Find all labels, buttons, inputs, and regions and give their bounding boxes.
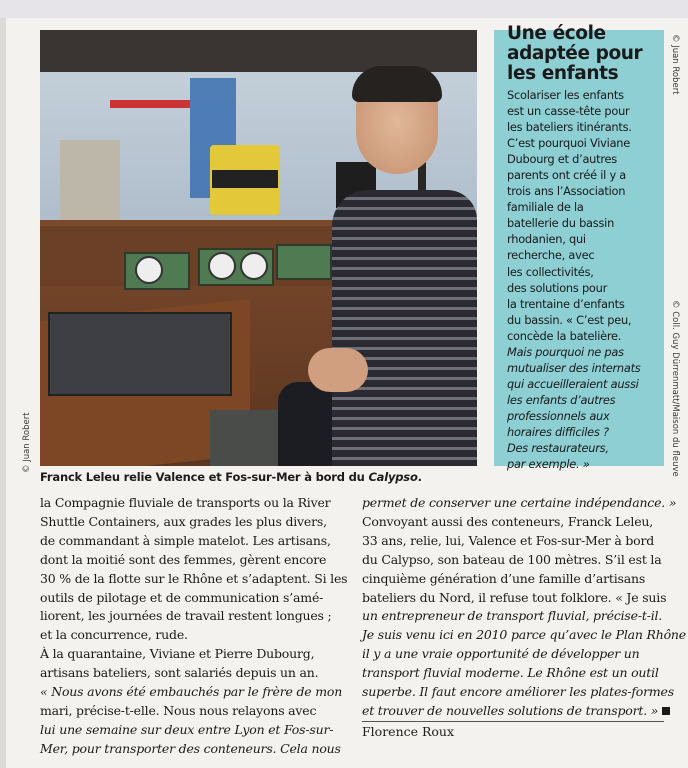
photo-caption <box>40 470 477 484</box>
text-line: 33 ans, relie, lui, Valence et Fos-sur-Mer à bord <box>362 532 655 548</box>
sidebar-title-line: adaptée pour <box>507 43 643 64</box>
photo-person-sweater <box>332 190 477 466</box>
text-line: Je suis venu ici en 2010 parce qu’avec le Plan Rhône <box>362 627 686 643</box>
photo-person-hands <box>308 348 368 392</box>
text-line: la trentaine d’enfants <box>507 296 625 311</box>
photo-crane-arm <box>110 100 190 108</box>
text-line: Des restaurateurs, <box>507 441 609 456</box>
text-line: les collectivités, <box>507 264 594 279</box>
text-line: dont la moitié sont des femmes, gèrent encore <box>40 551 327 567</box>
text-line: lui une semaine sur deux entre Lyon et Fos-sur- <box>40 721 334 737</box>
text-line: et trouver de nouvelles solutions de transport. » <box>362 702 666 721</box>
text-line: la Compagnie fluviale de transports ou la River <box>40 495 331 510</box>
scan-top-edge <box>0 0 688 18</box>
scan-left-edge <box>0 18 6 768</box>
text-line: professionnels aux <box>507 408 610 423</box>
text-line: cinquième génération d’une famille d’artisans <box>362 570 646 586</box>
text-line: Convoyant aussi des conteneurs, Franck Leleu, <box>362 513 654 529</box>
text-line: recherche, avec <box>507 248 595 263</box>
sidebar-title <box>507 24 672 84</box>
text-line: Mer, pour transporter des conteneurs. Cela nous <box>40 740 341 756</box>
caption-boat-name: Calypso <box>368 470 418 484</box>
article-column-right <box>362 494 686 721</box>
photo-building <box>60 140 120 230</box>
photo-gauge <box>135 256 163 284</box>
text-line: il y a une vraie opportunité de développer un <box>362 646 640 662</box>
text-line: et la concurrence, rude. <box>40 627 188 643</box>
photo-gauge <box>240 252 268 280</box>
text-line: Scolariser les enfants <box>507 88 624 102</box>
photo-gauge-panel <box>276 244 332 280</box>
text-line: du Calypso, son bateau de 100 mètres. S’il est la <box>362 551 662 567</box>
text-line: les bateliers itinérants. <box>507 120 632 135</box>
sidebar-credit-bottom: © Coll. Guy Dürrenmatt/Maison du fleuve <box>670 300 680 477</box>
text-line: par exemple. » <box>507 457 590 472</box>
photo-gauge <box>208 252 236 280</box>
text-line: C’est pourquoi Viviane <box>507 136 631 151</box>
text-line: Shuttle Containers, aux grades les plus divers, <box>40 513 327 529</box>
text-line: trois ans l’Association <box>507 184 626 199</box>
caption-text: Franck Leleu relie Valence et Fos-sur-Mer à bord du <box>40 470 369 484</box>
text-line: concède la batelière. <box>507 328 622 343</box>
text-line: de commandant à simple matelot. Les artisans, <box>40 532 331 548</box>
sidebar-body <box>507 87 669 472</box>
text-line: permet de conserver une certaine indépendance. » <box>362 495 677 510</box>
text-line: qui accueilleraient aussi <box>507 376 639 391</box>
text-line: outils de pilotage et de communication s’amé- <box>40 589 324 605</box>
article-photo <box>40 30 477 466</box>
text-line: Dubourg et d’autres <box>507 152 617 167</box>
text-line: familiale de la <box>507 200 584 215</box>
text-line: 30 % de la flotte sur le Rhône et s’adaptent. Si les <box>40 570 348 586</box>
text-line: mari, précise-t-elle. Nous nous relayons avec <box>40 702 317 718</box>
text-line: parents ont créé il y a <box>507 168 627 183</box>
text-line: batellerie du bassin <box>507 216 615 231</box>
sidebar-title-line: Une école <box>507 23 606 44</box>
photo-person-hair <box>352 66 442 102</box>
text-line: rhodanien, qui <box>507 232 586 247</box>
photo-container-stripe <box>212 170 278 188</box>
caption-end: . <box>417 470 422 484</box>
signature-rule <box>362 721 664 722</box>
end-mark <box>662 707 670 715</box>
sidebar-title-line: les enfants <box>507 63 619 84</box>
text-line: transport fluvial moderne. Le Rhône est un outil <box>362 665 659 681</box>
text-line: artisans bateliers, sont salariés depuis un an. <box>40 665 319 681</box>
photo-switch-panel <box>48 312 232 396</box>
text-line: horaires difficiles ? <box>507 424 609 439</box>
text-line: superbe. Il faut encore améliorer les plates-formes <box>362 684 674 700</box>
sidebar-credit-top: © Juan Robert <box>670 34 680 95</box>
article-column-left <box>40 494 350 759</box>
text-line: est un casse-tête pour <box>507 104 630 119</box>
text-line: Mais pourquoi ne pas <box>507 344 624 359</box>
text-line: mutualiser des internats <box>507 360 641 375</box>
photo-credit: © Juan Robert <box>22 412 32 473</box>
text-line: bateliers du Nord, il refuse tout folklore. « Je suis <box>362 589 667 605</box>
text-line: du bassin. « C’est peu, <box>507 312 632 327</box>
text-line: des solutions pour <box>507 280 608 295</box>
text-line: un entrepreneur de transport fluvial, précise-t-il. <box>362 608 663 624</box>
text-line: liorent, les journées de travail restent longues ; <box>40 608 332 624</box>
text-line: À la quarantaine, Viviane et Pierre Dubourg, <box>40 646 315 662</box>
text-line: « Nous avons été embauchés par le frère de mon <box>40 684 343 700</box>
author-signature: Florence Roux <box>362 724 455 739</box>
text-line: les enfants d’autres <box>507 392 616 407</box>
